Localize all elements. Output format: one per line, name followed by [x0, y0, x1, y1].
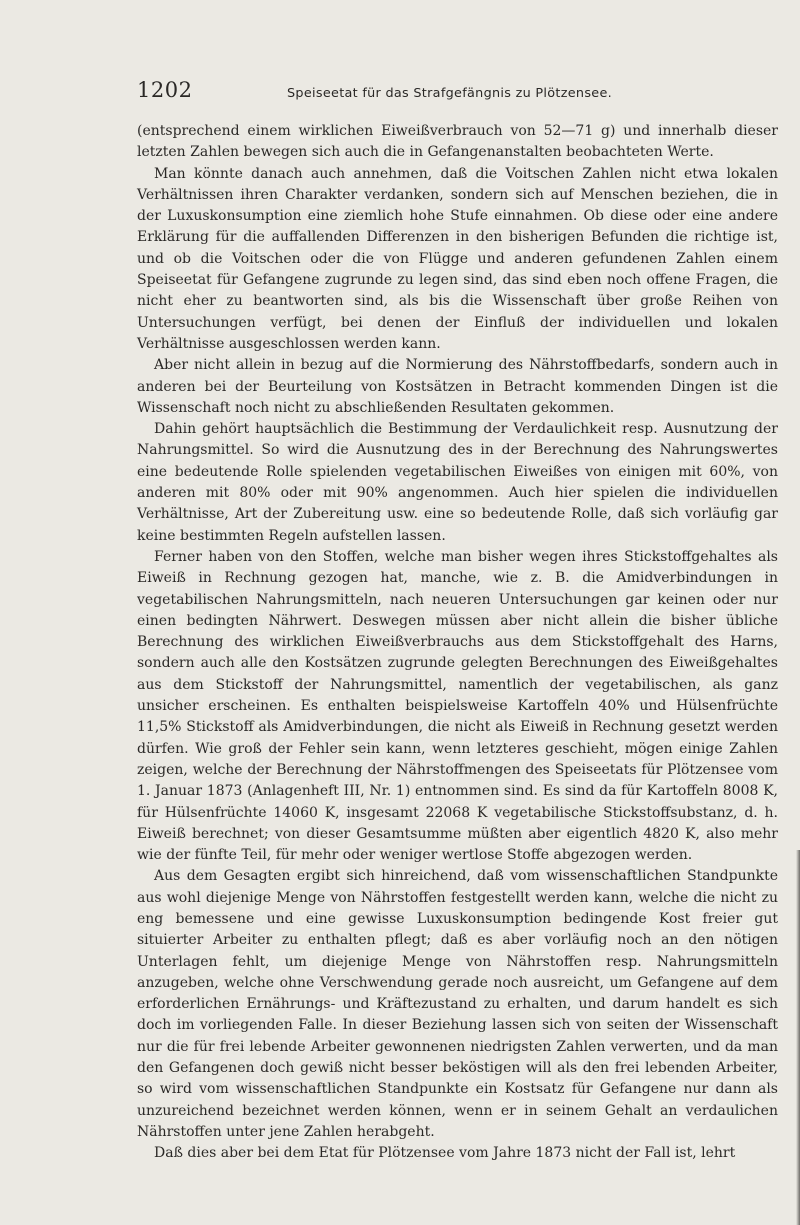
paragraph-1: (entsprechend einem wirklichen Eiweißverbrauch von 52—71 g) und innerhalb dieser letzten Zahlen bewegen sich auch die in Gefangenanstalten beobachteten Werte. [137, 123, 778, 161]
paragraph-2: Man könnte danach auch annehmen, daß die Voitschen Zahlen nicht etwa lokalen Verhältnissen ihren Charakter verdanken, sondern sich auf Menschen beziehen, die in der Luxuskonsumption eine ziemlich hohe Stufe einnahmen. Ob diese oder eine andere Erklärung für die auffallenden Differenzen in den bisherigen Befunden die richtige ist, und ob die Voitschen oder die von Flügge und anderen gefundenen Zahlen einem Speiseetat für Gefangene zugrunde zu legen sind, das sind eben noch offene Fragen, die nicht eher zu beantworten sind, als bis die Wissenschaft über große Reihen von Untersuchungen verfügt, bei denen der Einfluß der individuellen und lokalen Verhältnisse ausgeschlossen werden kann. [137, 165, 778, 352]
paragraph-7: Daß dies aber bei dem Etat für Plötzensee vom Jahre 1873 nicht der Fall ist, lehrt [154, 1145, 736, 1162]
paragraph-5: Ferner haben von den Stoffen, welche man bisher wegen ihres Stickstoffgehaltes als Eiweiß in Rechnung gezogen hat, manche, wie z. B. die Amidverbindungen in vegetabilischen Nahrungsmitteln, nach neueren Untersuchungen gar keinen oder nur einen bedingten Nährwert. Deswegen müssen aber nicht allein die bisher übliche Berechnung des wirklichen Eiweißverbrauchs aus dem Stickstoffgehalt des Harns, sondern auch alle den Kostsätzen zugrunde gelegten Berechnungen des Eiweißgehaltes aus dem Stickstoff der Nahrungsmittel, namentlich der vegetabilischen, als ganz unsicher erscheinen. Es enthalten beispielsweise Kartoffeln 40% und Hülsenfrüchte 11,5% Stickstoff als Amidverbindungen, die nicht als Eiweiß in Rechnung gesetzt werden dürfen. Wie groß der Fehler sein kann, wenn letzteres geschieht, mögen einige Zahlen zeigen, welche der Berechnung der Nährstoffmengen des Speiseetats für Plötzensee vom 1. Januar 1873 (Anlagenheft III, Nr. 1) entnommen sind. Es sind da für Kartoffeln 8008 K, für Hülsenfrüchte 14060 K, insgesamt 22068 K vegetabilische Stickstoffsubstanz, d. h. Eiweiß berechnet; von dieser Gesamtsumme müßten aber eigentlich 4820 K, also mehr wie der fünfte Teil, für mehr oder weniger wertlose Stoffe abgezogen werden. [137, 548, 778, 864]
body-text [137, 121, 778, 1165]
paragraph-6: Aus dem Gesagten ergibt sich hinreichend, daß vom wissenschaftlichen Standpunkte aus wohl diejenige Menge von Nährstoffen festgestellt werden kann, welche die nicht zu eng bemessene und eine gewisse Luxuskonsumption bedingende Kost freier gut situierter Arbeiter zu enthalten pflegt; daß es aber vorläufig noch an den nötigen Unterlagen fehlt, um diejenige Menge von Nährstoffen resp. Nahrungsmitteln anzugeben, welche ohne Verschwendung gerade noch ausreicht, um Gefangene auf dem erforderlichen Ernährungs- und Kräftezustand zu erhalten, und darum handelt es sich doch im vorliegenden Falle. In dieser Beziehung lassen sich von seiten der Wissenschaft nur die für frei lebende Arbeiter gewonnenen niedrigsten Zahlen verwerten, und da man den Gefangenen doch gewiß nicht besser beköstigen will als den frei lebenden Arbeiter, so wird vom wissenschaftlichen Standpunkte ein Kostsatz für Gefangene nur dann als unzureichend bezeichnet werden können, wenn er in seinem Gehalt an verdaulichen Nährstoffen unter jene Zahlen herabgeht. [137, 868, 778, 1140]
paragraph-3: Aber nicht allein in bezug auf die Normierung des Nährstoffbedarfs, sondern auch in anderen bei der Beurteilung von Kostsätzen in Betracht kommenden Dingen ist die Wissenschaft noch nicht zu abschließenden Resultaten gekommen. [137, 357, 778, 416]
scan-edge-shadow [796, 850, 800, 1225]
page-number: 1202 [137, 78, 193, 102]
page-header [137, 78, 777, 108]
running-head: Speiseetat für das Strafgefängnis zu Plötzensee. [287, 86, 612, 101]
paragraph-4: Dahin gehört hauptsächlich die Bestimmung der Verdaulichkeit resp. Ausnutzung der Nahrungsmittel. So wird die Ausnutzung des in der Berechnung des Nahrungswertes eine bedeutende Rolle spielenden vegetabilischen Eiweißes von einigen mit 60%, von anderen mit 80% oder mit 90% angenommen. Auch hier spielen die individuellen Verhältnisse, Art der Zubereitung usw. eine so bedeutende Rolle, daß sich vorläufig gar keine bestimmten Regeln aufstellen lassen. [137, 421, 778, 544]
